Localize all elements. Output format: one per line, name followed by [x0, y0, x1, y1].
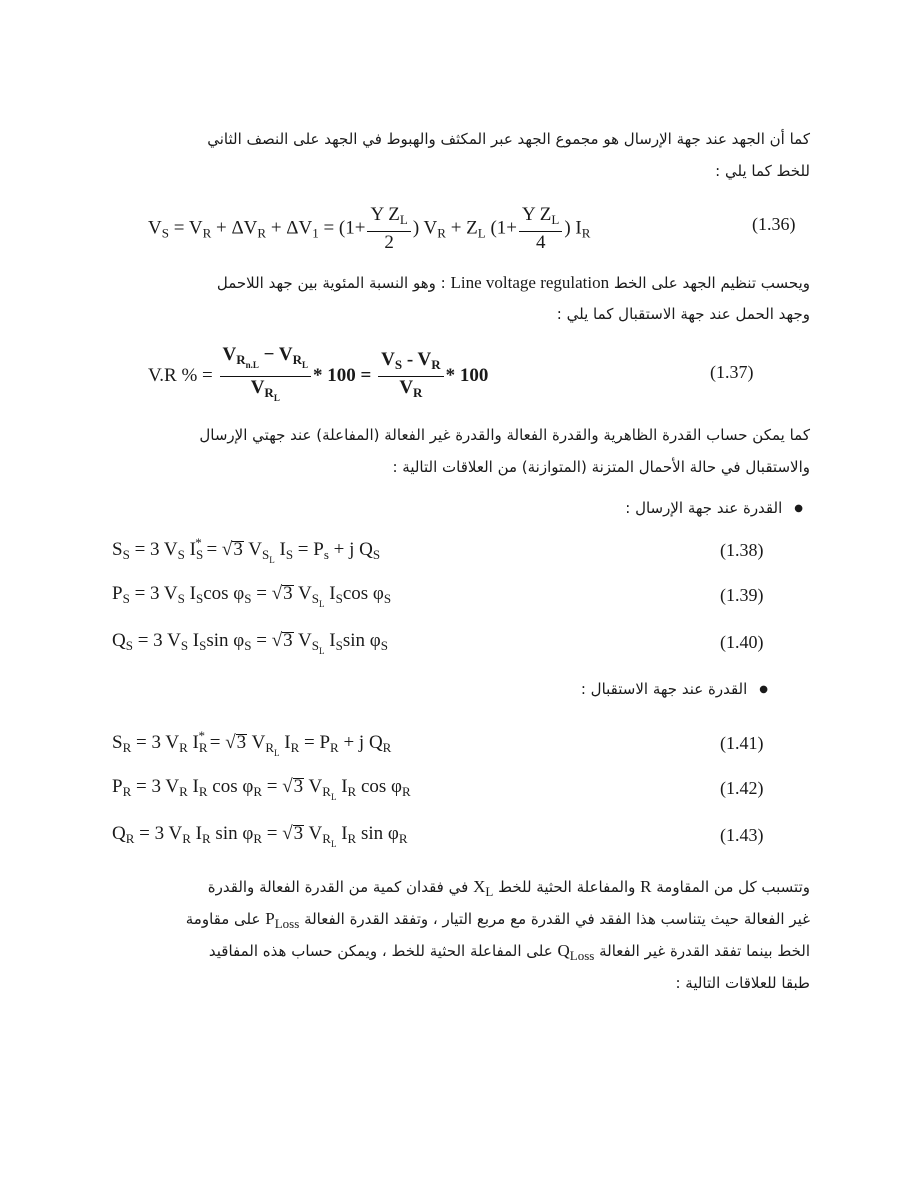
equation-1-36: $V_S = V_R + \Delta V_R + \Delta V_1 = (1+$ $\frac{Y Z_L}{2}$ ) $V_R + Z_L$ (1+ $\frac{Y Z_L}{4}$ ) $I_R$	[148, 204, 591, 253]
paragraph-3-line-2: والاستقبال في حالة الأحمال المتزنة (المتوازنة) من العلاقات التالية :	[392, 458, 810, 476]
paragraph-4-line-4: طبقا للعلاقات التالية :	[675, 974, 810, 992]
paragraph-3-line-1: كما يمكن حساب القدرة الظاهرية والقدرة الفعالة والقدرة غير الفعالة (المفاعلة) عند جهتي الإرسال	[199, 426, 810, 444]
paragraph-4-line-1: وتتسبب كل من المقاومة R والمفاعلة الحثية للخط $X_L$ في فقدان كمية من القدرة الفعالة والقدرة	[207, 877, 810, 899]
equation-number-1-43: (1.43)	[720, 825, 764, 845]
line-voltage-regulation-term: Line voltage regulation	[450, 273, 610, 292]
bullet-receiving-end: ● القدرة عند جهة الاستقبال :	[581, 680, 768, 698]
paragraph-2-text-a: ويحسب تنظيم الجهد على الخط	[613, 274, 810, 292]
equation-number-1-42: (1.42)	[720, 778, 764, 798]
equation-number-1-41: (1.41)	[720, 733, 764, 753]
paragraph-2-line-2: وجهد الحمل عند جهة الاستقبال كما يلي :	[556, 305, 810, 323]
equation-1-41: $S_R = 3$ $V_R$ $I_R^* = √3$ $V_{R_L}$ $I_R = P_R + j$ $Q_R$	[112, 728, 392, 758]
paragraph-4-line-2: غير الفعالة حيث يتناسب هذا الفقد في القدرة مع مربع التيار ، وتفقد القدرة الفعالة $P_{Loss}$ على مقاومة	[185, 909, 810, 931]
bullet-sending-end: ● القدرة عند جهة الإرسال :	[625, 499, 803, 517]
equation-1-42: $P_R = 3$ $V_R$ $I_R$ $\cos \varphi_R = √3$ $V_{R_L}$ $I_R$ $\cos \varphi_R$	[112, 776, 411, 802]
paragraph-2-text-b: : وهو النسبة المئوية بين جهد اللاحمل	[216, 274, 446, 292]
paragraph-1-line-2: للخط كما يلي :	[715, 162, 810, 180]
equation-1-38: $S_S = 3$ $V_S$ $I_S^* = √3$ $V_{S_L}$ $I_S = P_s + j$ $Q_S$	[112, 535, 381, 565]
equation-1-43: $Q_R = 3$ $V_R$ $I_R$ $\sin \varphi_R = √3$ $V_{R_L}$ $I_R$ $\sin \varphi_R$	[112, 823, 408, 849]
equation-1-39: $P_S = 3$ $V_S$ $I_S\cos$ $\varphi_S = √3$ $V_{S_L}$ $I_S\cos$ $\varphi_S$	[112, 583, 392, 609]
equation-1-37: V.R % = $\frac{V_{R_{n.L}} - V_{R_L}}{V_{R_L}}$ * 100 = $\frac{V_S - V_R}{V_R}$ * 100	[148, 344, 489, 403]
equation-number-1-39: (1.39)	[720, 585, 764, 605]
equation-number-1-37: (1.37)	[710, 362, 754, 382]
paragraph-2-line-1	[150, 268, 810, 298]
equation-number-1-36: (1.36)	[752, 214, 796, 234]
paragraph-1-line-1: كما أن الجهد عند جهة الإرسال هو مجموع الجهد عبر المكثف والهبوط في الجهد على النصف الثاني	[207, 130, 810, 148]
equation-number-1-40: (1.40)	[720, 632, 764, 652]
equation-number-1-38: (1.38)	[720, 540, 764, 560]
equation-1-40: $Q_S = 3$ $V_S$ $I_S\sin$ $\varphi_S = √3$ $V_{S_L}$ $I_S\sin$ $\varphi_S$	[112, 630, 388, 656]
paragraph-4-line-3: الخط بينما تفقد القدرة غير الفعالة $Q_{Loss}$ على المفاعلة الحثية للخط ، ويمكن حساب هذه المفاقيد	[208, 941, 810, 963]
